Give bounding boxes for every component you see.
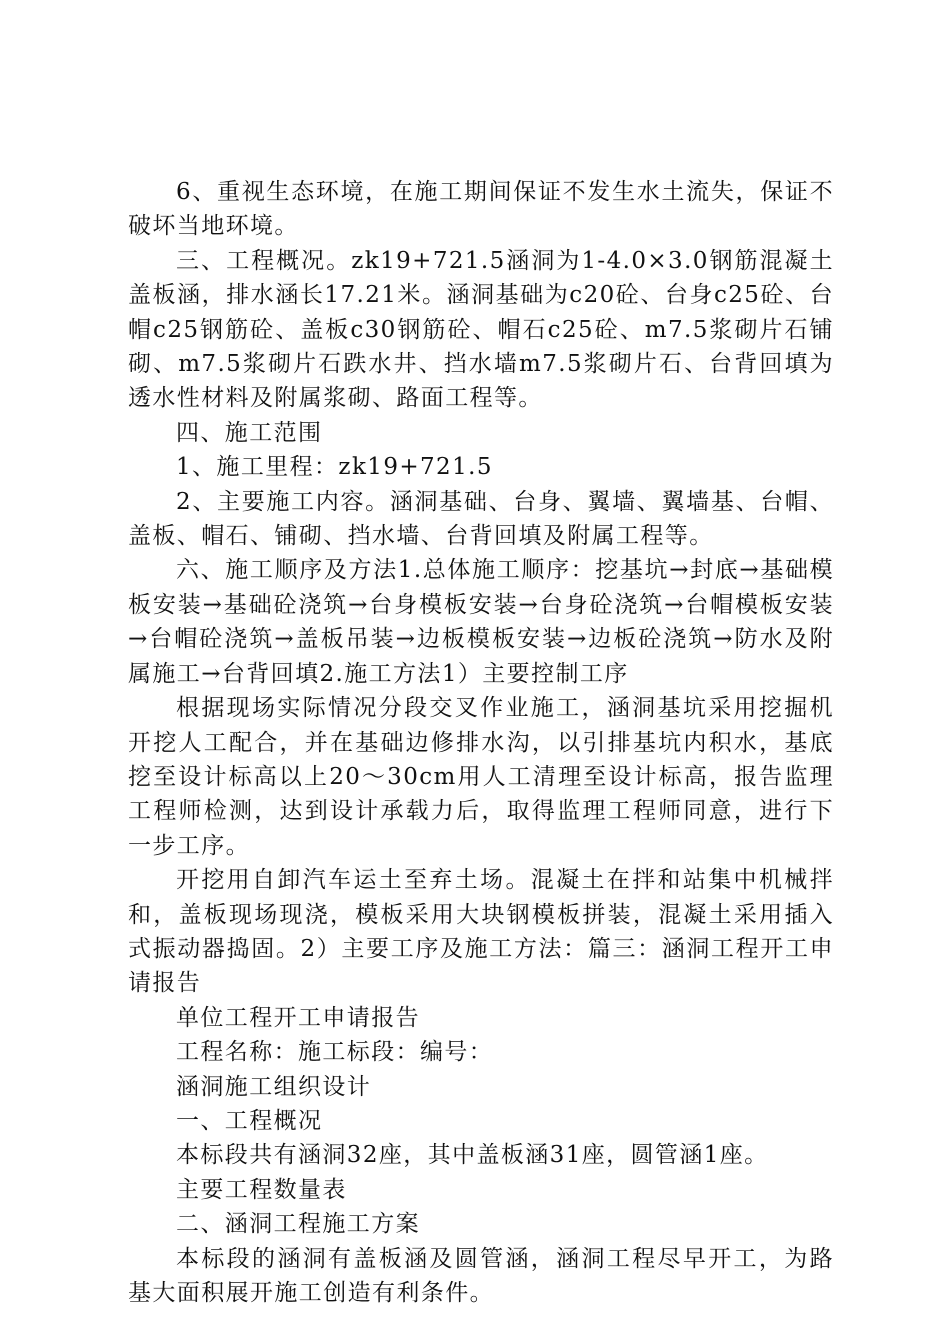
- paragraph: 2、主要施工内容。涵洞基础、台身、翼墙、翼墙基、台帽、盖板、帽石、铺砌、挡水墙、台背回填及附属工程等。: [128, 488, 834, 550]
- paragraph: 六、施工顺序及方法1.总体施工顺序：挖基坑→封底→基础模板安装→基础砼浇筑→台身模板安装→台身砼浇筑→台帽模板安装→台帽砼浇筑→盖板吊装→边板模板安装→边板砼浇筑→防水及附属施工→台背回填2.施工方法1）主要控制工序: [128, 557, 834, 687]
- paragraph: 本标段的涵洞有盖板涵及圆管涵，涵洞工程尽早开工，为路基大面积展开施工创造有利条件。: [128, 1245, 834, 1306]
- paragraph: 涵洞施工组织设计: [176, 1073, 372, 1100]
- paragraph: 开挖用自卸汽车运土至弃土场。混凝土在拌和站集中机械拌和，盖板现场现浇，模板采用大块钢模板拼装，混凝土采用插入式振动器捣固。2）主要工序及施工方法：篇三：涵洞工程开工申请报告: [128, 867, 834, 997]
- paragraph: 本标段共有涵洞32座，其中盖板涵31座，圆管涵1座。: [176, 1142, 769, 1169]
- paragraph: 根据现场实际情况分段交叉作业施工，涵洞基坑采用挖掘机开挖人工配合，并在基础边修排水沟，以引排基坑内积水，基底挖至设计标高以上20～30cm用人工清理至设计标高，报告监理工程师检测，达到设计承载力后，取得监理工程师同意，进行下一步工序。: [128, 695, 834, 859]
- paragraph: 工程名称：施工标段：编号：: [176, 1039, 494, 1066]
- paragraph: 二、涵洞工程施工方案: [176, 1211, 420, 1238]
- paragraph: 一、工程概况: [176, 1107, 323, 1134]
- paragraph: 单位工程开工申请报告: [176, 1004, 420, 1031]
- paragraph: 6、重视生态环境，在施工期间保证不发生水土流失，保证不破坏当地环境。: [128, 179, 834, 240]
- paragraph: 主要工程数量表: [176, 1176, 347, 1203]
- paragraph: 四、施工范围: [176, 419, 323, 446]
- paragraph: 三、工程概况。zk19+721.5涵洞为1-4.0×3.0钢筋混凝土盖板涵，排水涵长17.21米。涵洞基础为c20砼、台身c25砼、台帽c25钢筋砼、盖板c30钢筋砼、帽石c25砼、m7.5浆砌片石铺砌、m7.5浆砌片石跌水井、挡水墙m7.5浆砌片石、台背回填为透水性材料及附属浆砌、路面工程等。: [128, 247, 834, 412]
- paragraph: 1、施工里程：zk19+721.5: [176, 454, 493, 481]
- document-body: [128, 175, 834, 1310]
